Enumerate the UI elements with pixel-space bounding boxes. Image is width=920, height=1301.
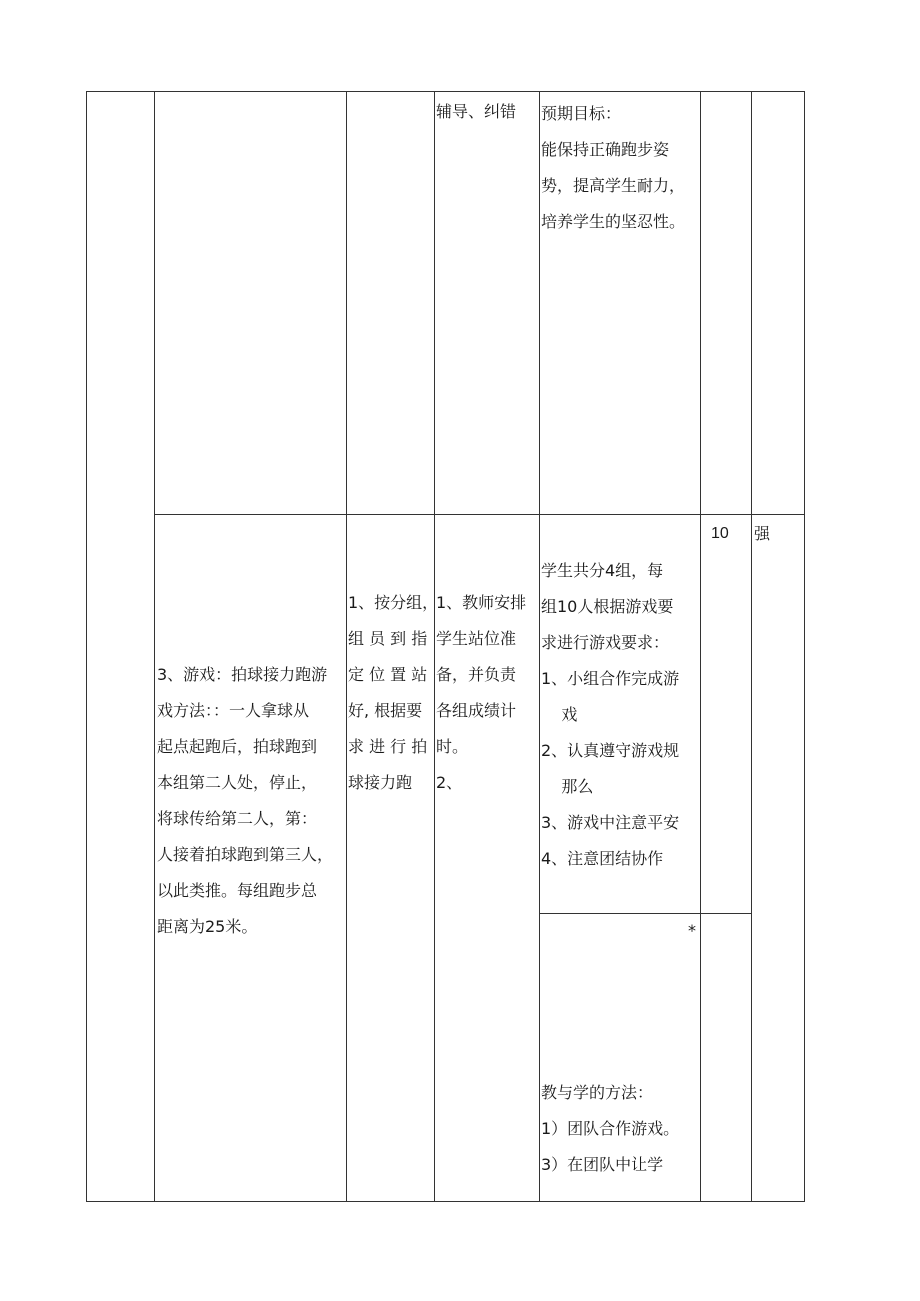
goal-heading: 预期目标：	[541, 104, 622, 123]
column-divider-5	[700, 91, 701, 1202]
method-line: 教与学的方法：	[541, 1083, 654, 1102]
org-line: 4、注意团结协作	[541, 849, 664, 868]
content-line: 人接着拍球跑到第三人，	[157, 845, 334, 864]
goal-line: 势，提高学生耐力，	[541, 176, 686, 195]
org-line: 学生共分4组，每	[541, 561, 664, 580]
content-line: 本组第二人处，停止，	[157, 773, 318, 792]
content-line: 将球传给第二人，第：	[157, 809, 318, 828]
column-divider-6	[751, 91, 752, 1202]
intensity-level: 强	[754, 524, 771, 543]
content-line: 以此类推。每组跑步总	[157, 881, 318, 900]
org-line: 求进行游戏要求：	[541, 633, 670, 652]
game-content-block	[157, 657, 333, 945]
student-line: 定 位 置 站	[348, 665, 428, 684]
asterisk-mark: *	[688, 921, 696, 940]
org-line: 1、小组合作完成游	[541, 669, 680, 688]
teacher-line: 1、教师安排	[436, 593, 527, 612]
row-divider	[154, 514, 805, 515]
content-line: 起点起跑后，拍球跑到	[157, 737, 318, 756]
student-line: 好, 根据要	[348, 701, 423, 720]
column-divider-4	[539, 91, 540, 1202]
table-left-border	[86, 91, 87, 1202]
goal-line: 能保持正确跑步姿	[541, 140, 670, 159]
goal-line: 培养学生的坚忍性。	[541, 212, 686, 231]
content-line: 3、游戏：拍球接力跑游	[157, 665, 328, 684]
organization-block	[541, 553, 679, 877]
content-line: 距离为25米。	[157, 917, 258, 936]
teacher-line: 时。	[436, 737, 469, 756]
teacher-line: 学生站位准	[436, 629, 517, 648]
org-line: 戏	[541, 705, 578, 724]
teacher-activity-block	[436, 585, 526, 801]
column-divider-1	[154, 91, 155, 1202]
student-line: 组 员 到 指	[348, 629, 428, 648]
teaching-method-block	[541, 1075, 679, 1183]
teacher-line: 各组成绩计	[436, 701, 517, 720]
org-line: 那么	[541, 777, 594, 796]
column-divider-2	[346, 91, 347, 1202]
teacher-line: 备，并负责	[436, 665, 517, 684]
time-minutes: 10	[711, 525, 729, 542]
org-line: 组10人根据游戏要	[541, 597, 674, 616]
org-cell-divider	[539, 913, 751, 914]
student-line: 1、按分组，	[348, 593, 439, 612]
teacher-line: 2、	[436, 773, 463, 792]
table-top-border	[86, 91, 805, 92]
org-line: 2、认真遵守游戏规	[541, 741, 680, 760]
org-line: 3、游戏中注意平安	[541, 813, 680, 832]
method-line: 1）团队合作游戏。	[541, 1119, 680, 1138]
student-line: 求 进 行 拍	[348, 737, 428, 756]
content-line: 戏方法：：一人拿球从	[157, 701, 310, 720]
table-right-border	[804, 91, 805, 1202]
table-bottom-border	[86, 1201, 805, 1202]
upper-teacher-text: 辅导、纠错	[436, 102, 517, 121]
student-activity-block	[348, 585, 438, 801]
method-line: 3）在团队中让学	[541, 1155, 664, 1174]
upper-goal-block	[541, 96, 685, 240]
student-line: 球接力跑	[348, 773, 413, 792]
